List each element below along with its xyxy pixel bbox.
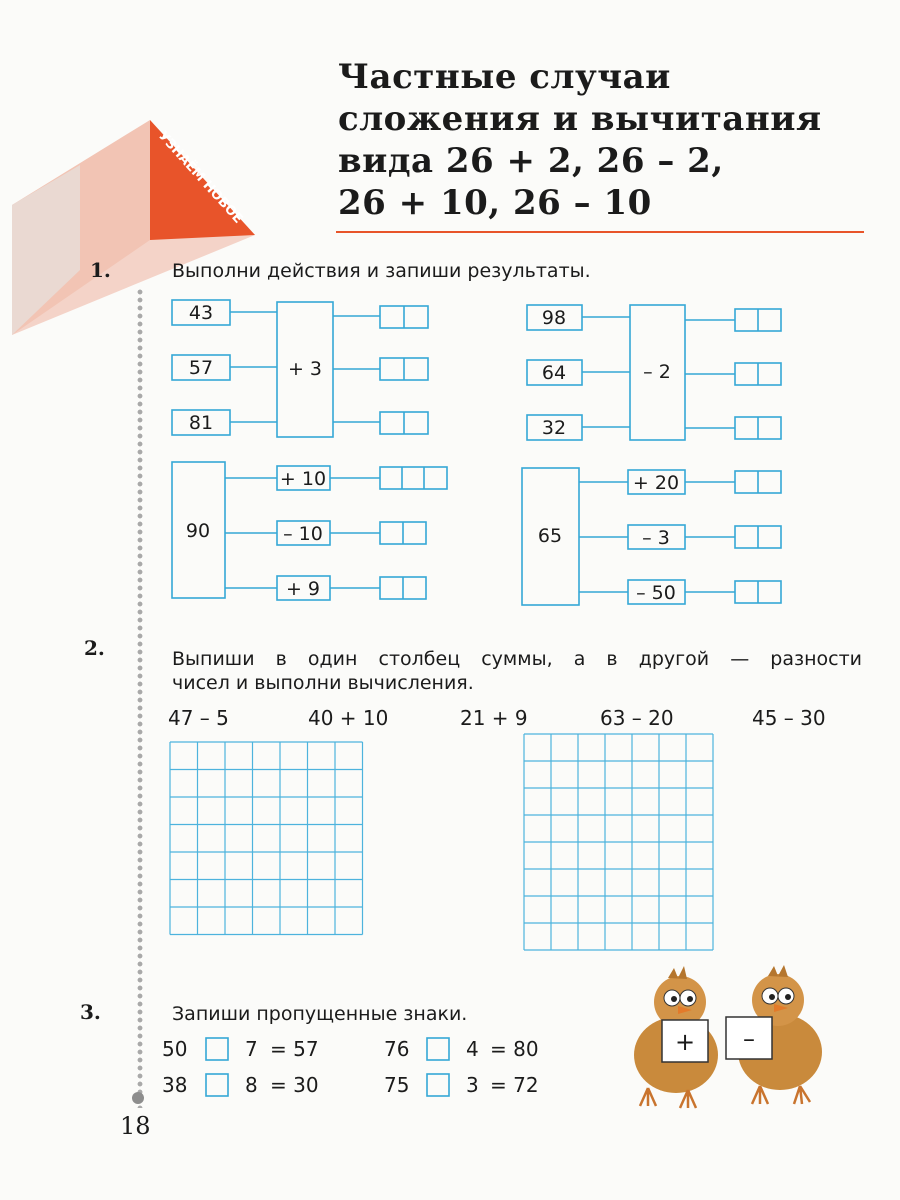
- input-value: 57: [188, 357, 214, 379]
- answer-cells: [380, 467, 447, 489]
- sign-box[interactable]: [427, 1038, 449, 1060]
- page-number: 18: [120, 1112, 151, 1140]
- task-2-text-line-1: Выпиши в один столбец суммы, а в другой — разности: [172, 648, 862, 670]
- task-3-number: 3.: [80, 1000, 101, 1024]
- expression: 21 + 9: [460, 706, 528, 730]
- input-value: 32: [541, 417, 567, 439]
- title-line-4: 26 + 10, 26 – 10: [338, 183, 652, 223]
- sign-box[interactable]: [206, 1074, 228, 1096]
- sign-box[interactable]: [427, 1074, 449, 1096]
- sign-box[interactable]: [206, 1038, 228, 1060]
- equation-result: = 80: [490, 1037, 539, 1061]
- equation-result: = 30: [270, 1073, 319, 1097]
- expression: 47 – 5: [168, 706, 229, 730]
- chicks-illustration: [608, 960, 848, 1110]
- banner-label: УЗНАЁМ НОВОЕ: [155, 128, 246, 227]
- equation-right: 4: [466, 1037, 479, 1061]
- operation-label: + 9: [285, 578, 321, 600]
- expression: 63 – 20: [600, 706, 674, 730]
- task-2-number: 2.: [84, 636, 105, 660]
- equation-right: 7: [245, 1037, 258, 1061]
- task-1-number: 1.: [90, 258, 111, 282]
- input-value: 64: [541, 362, 567, 384]
- task-2-text-line-2: чисел и выполни вычисления.: [172, 672, 474, 694]
- equation-left: 76: [384, 1037, 410, 1061]
- plus-card-sign: +: [674, 1028, 696, 1056]
- equation-result: = 72: [490, 1073, 539, 1097]
- input-value: 81: [188, 412, 214, 434]
- differences-grid[interactable]: [522, 732, 722, 954]
- title-line-2: сложения и вычитания: [338, 99, 822, 139]
- equation-result: = 57: [270, 1037, 319, 1061]
- expression: 40 + 10: [308, 706, 389, 730]
- operation-label: + 20: [632, 472, 680, 494]
- input-value: 90: [185, 520, 211, 542]
- equation-left: 75: [384, 1073, 410, 1097]
- operation-label: – 3: [642, 527, 670, 549]
- missing-signs-equations: [150, 1030, 570, 1125]
- operation-label: + 3: [287, 358, 323, 380]
- operation-label: + 10: [279, 468, 327, 490]
- sums-grid[interactable]: [168, 740, 368, 955]
- task-3-text: Запиши пропущенные знаки.: [172, 1003, 468, 1025]
- equation-right: 8: [245, 1073, 258, 1097]
- minus-card-sign: –: [743, 1025, 755, 1053]
- title-line-3: вида 26 + 2, 26 – 2,: [338, 141, 724, 181]
- title-line-1: Частные случаи: [338, 57, 671, 97]
- equation-left: 50: [162, 1037, 188, 1061]
- equation-left: 38: [162, 1073, 188, 1097]
- operation-label: – 2: [643, 361, 671, 383]
- task-1-text: Выполни действия и запиши результаты.: [172, 260, 591, 282]
- input-value: 98: [541, 307, 567, 329]
- operation-label: – 10: [283, 523, 323, 545]
- input-value: 43: [188, 302, 214, 324]
- equation-right: 3: [466, 1073, 479, 1097]
- input-value: 65: [537, 525, 563, 547]
- operation-label: – 50: [636, 582, 676, 604]
- expression: 45 – 30: [752, 706, 826, 730]
